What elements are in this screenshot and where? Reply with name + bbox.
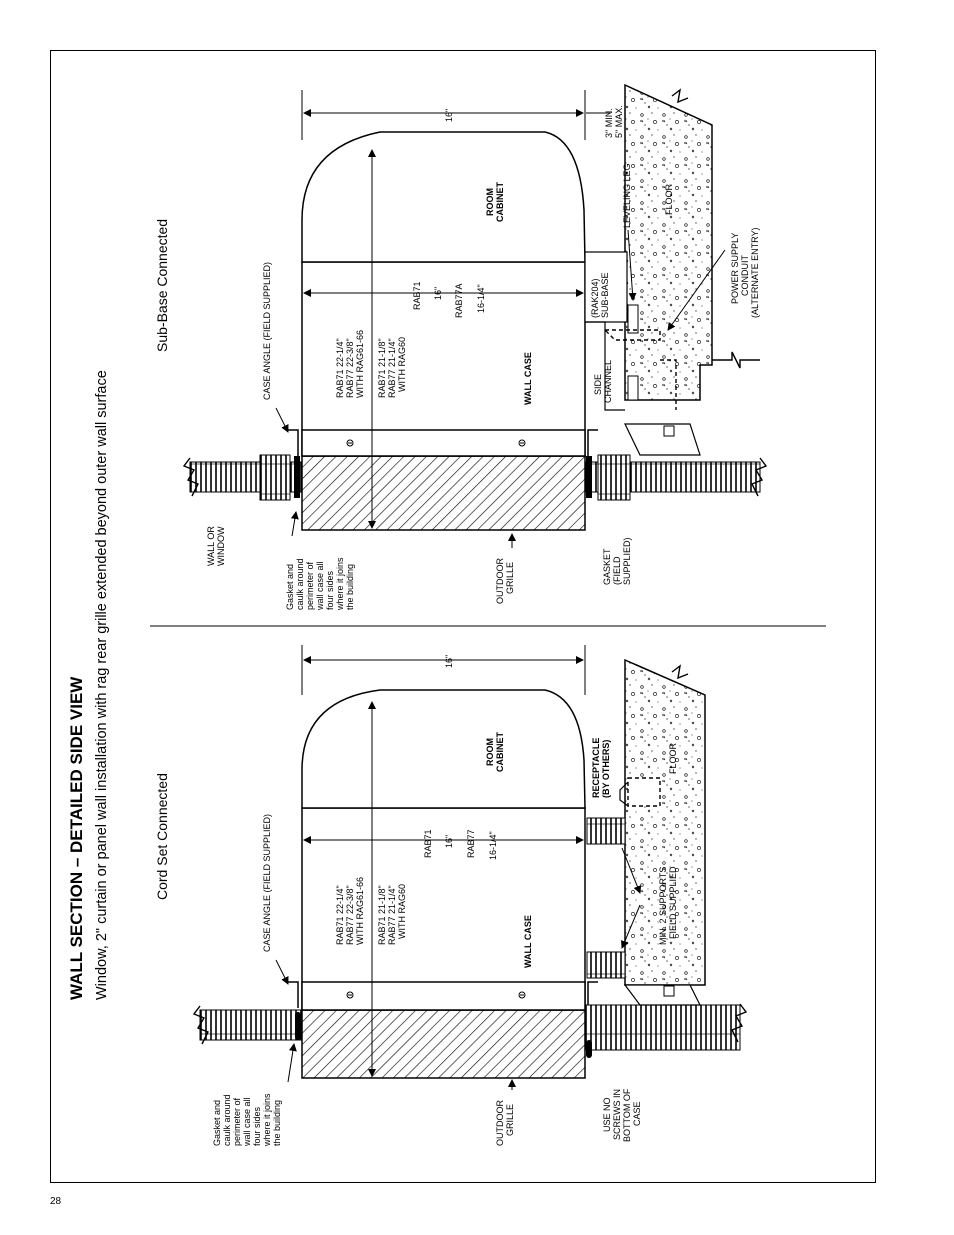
sub-base-view <box>154 85 766 611</box>
room-cabinet-shape <box>302 132 585 262</box>
svg-text:16": 16" <box>433 286 443 300</box>
svg-text:MIN. 2 SUPPORTS: MIN. 2 SUPPORTS <box>658 866 668 945</box>
svg-text:5" MAX.: 5" MAX. <box>614 105 624 138</box>
svg-text:OUTDOOR: OUTDOOR <box>495 1100 505 1146</box>
sub-base-leveling-leg: LEVELING LEG <box>622 163 632 228</box>
sub-base-wall-case: WALL CASE <box>523 352 533 405</box>
cord-set-supports <box>658 866 678 945</box>
svg-text:CASE: CASE <box>632 1101 642 1126</box>
svg-text:where it joins: where it joins <box>262 1093 272 1146</box>
svg-text:RAB71 22-1/4": RAB71 22-1/4" <box>335 885 345 945</box>
svg-text:16-1/4": 16-1/4" <box>476 284 486 313</box>
svg-text:RAB71 22-1/4": RAB71 22-1/4" <box>335 338 345 398</box>
svg-text:RAB71 21-1/8": RAB71 21-1/8" <box>377 338 387 398</box>
svg-text:WALL OR: WALL OR <box>206 526 216 566</box>
sub-base-power-supply <box>730 227 760 318</box>
wall-section-left <box>200 1010 302 1040</box>
svg-text:(BY OTHERS): (BY OTHERS) <box>601 739 611 798</box>
svg-text:16-1/4": 16-1/4" <box>488 831 498 860</box>
svg-text:CABINET: CABINET <box>495 182 505 222</box>
svg-text:BOTTOM OF: BOTTOM OF <box>622 1088 632 1142</box>
svg-text:RAB71: RAB71 <box>412 281 422 310</box>
svg-text:FIELD SUPPLIED: FIELD SUPPLIED <box>668 866 678 939</box>
cord-set-wall-case: WALL CASE <box>523 915 533 968</box>
floor-slab-top <box>625 85 712 400</box>
svg-text:16": 16" <box>444 834 454 848</box>
sub-base-side-channel <box>593 360 613 403</box>
page-title: WALL SECTION – DETAILED SIDE VIEW <box>67 676 86 1000</box>
svg-text:OUTDOOR: OUTDOOR <box>495 558 505 604</box>
svg-text:CABINET: CABINET <box>495 732 505 772</box>
outdoor-grille-hatch <box>302 1010 585 1078</box>
svg-text:SIDE: SIDE <box>593 373 603 395</box>
sub-base-dim-16: 16" <box>444 108 454 122</box>
sub-base-gasket-note <box>285 557 355 611</box>
svg-text:ROOM: ROOM <box>485 738 495 766</box>
cord-set-case-angle-label <box>262 814 272 952</box>
svg-text:RAB77 22-3/8": RAB77 22-3/8" <box>345 885 355 945</box>
cord-set-rab-a <box>335 877 365 945</box>
svg-text:CASE ANGLE (FIELD SUPPLIED): CASE ANGLE (FIELD SUPPLIED) <box>262 813 272 952</box>
svg-text:SCREWS IN: SCREWS IN <box>612 1088 622 1140</box>
cord-set-floor: FLOOR <box>668 742 678 774</box>
svg-text:RAB71 21-1/8": RAB71 21-1/8" <box>377 885 387 945</box>
svg-text:RAB77 21-1/4": RAB77 21-1/4" <box>387 338 397 398</box>
svg-text:GRILLE: GRILLE <box>505 1103 515 1136</box>
sub-base-sub-base-label <box>590 272 610 318</box>
sub-base-dim-min-max <box>604 105 624 138</box>
sub-base-wall-or-window <box>206 526 226 566</box>
svg-text:RECEPTACLE: RECEPTACLE <box>591 737 601 798</box>
svg-text:RAB77: RAB77 <box>466 829 476 858</box>
svg-text:wall case all: wall case all <box>315 561 325 610</box>
svg-text:POWER SUPPLY: POWER SUPPLY <box>730 232 740 304</box>
sub-base-rab-b <box>377 337 407 398</box>
svg-text:perimeter of: perimeter of <box>305 561 315 610</box>
page-subtitle: Window, 2" curtain or panel wall installation with rag rear grille extended beyond outer wall surface <box>94 370 110 1000</box>
svg-text:caulk around: caulk around <box>222 1094 232 1146</box>
svg-text:(RAK204): (RAK204) <box>590 278 600 318</box>
room-cabinet-shape <box>302 690 585 808</box>
sub-base-floor: FLOOR <box>664 183 674 215</box>
outdoor-grille-hatch <box>302 456 585 530</box>
svg-text:SUPPLIED): SUPPLIED) <box>622 537 632 585</box>
svg-text:WITH RAG61-66: WITH RAG61-66 <box>355 876 365 945</box>
page-number: 28 <box>50 1196 62 1207</box>
svg-text:WITH RAG61-66: WITH RAG61-66 <box>355 329 365 398</box>
sub-base-outdoor-grille <box>495 558 515 604</box>
svg-text:wall case all: wall case all <box>242 1097 252 1146</box>
svg-text:four sides: four sides <box>325 570 335 610</box>
svg-text:SUB-BASE: SUB-BASE <box>600 272 610 318</box>
svg-text:(FIELD: (FIELD <box>612 556 622 585</box>
svg-text:CHANNEL: CHANNEL <box>603 359 613 403</box>
svg-text:perimeter of: perimeter of <box>232 1097 242 1146</box>
svg-text:Gasket and: Gasket and <box>212 1099 222 1146</box>
cord-set-rab-b <box>377 884 407 945</box>
svg-text:the building: the building <box>345 563 355 610</box>
svg-text:where it joins: where it joins <box>335 557 345 610</box>
cord-set-view <box>154 645 746 1147</box>
wall-case-band <box>302 430 585 456</box>
svg-text:CONDUIT: CONDUIT <box>740 255 750 296</box>
svg-text:GRILLE: GRILLE <box>505 561 515 594</box>
svg-text:USE NO: USE NO <box>602 1097 612 1132</box>
svg-text:RAB77 21-1/4": RAB77 21-1/4" <box>387 885 397 945</box>
cord-set-dim-16: 16" <box>444 654 454 668</box>
svg-text:WITH RAG60: WITH RAG60 <box>397 336 407 392</box>
sub-base-heading: Sub-Base Connected <box>154 218 170 352</box>
svg-text:WINDOW: WINDOW <box>216 526 226 566</box>
wall-section-right <box>585 1005 740 1050</box>
svg-text:ROOM: ROOM <box>485 188 495 216</box>
cord-set-gasket-note <box>212 1093 282 1147</box>
svg-text:(ALTERNATE ENTRY): (ALTERNATE ENTRY) <box>750 227 760 318</box>
svg-text:CASE ANGLE (FIELD SUPPLIED): CASE ANGLE (FIELD SUPPLIED) <box>262 261 272 400</box>
cord-set-outdoor-grille <box>495 1100 515 1146</box>
svg-text:the building: the building <box>272 1099 282 1146</box>
svg-text:caulk around: caulk around <box>295 558 305 610</box>
cord-set-heading: Cord Set Connected <box>154 773 170 900</box>
svg-text:four sides: four sides <box>252 1106 262 1146</box>
svg-text:Gasket and: Gasket and <box>285 563 295 610</box>
svg-text:RAB71: RAB71 <box>423 829 433 858</box>
svg-text:GASKET: GASKET <box>602 548 612 585</box>
cord-set-no-screws <box>602 1088 642 1142</box>
wall-case-band <box>302 982 585 1010</box>
svg-text:3" MIN.: 3" MIN. <box>604 108 614 138</box>
sub-base-case-angle-label <box>262 262 272 400</box>
cord-set-receptacle <box>591 738 611 798</box>
svg-text:RAB77 22-3/8": RAB77 22-3/8" <box>345 338 355 398</box>
sub-base-gasket-field <box>602 537 632 585</box>
sub-base-rab-a <box>335 330 365 398</box>
svg-text:WITH RAG60: WITH RAG60 <box>397 883 407 939</box>
svg-text:RAB77A: RAB77A <box>454 283 464 318</box>
